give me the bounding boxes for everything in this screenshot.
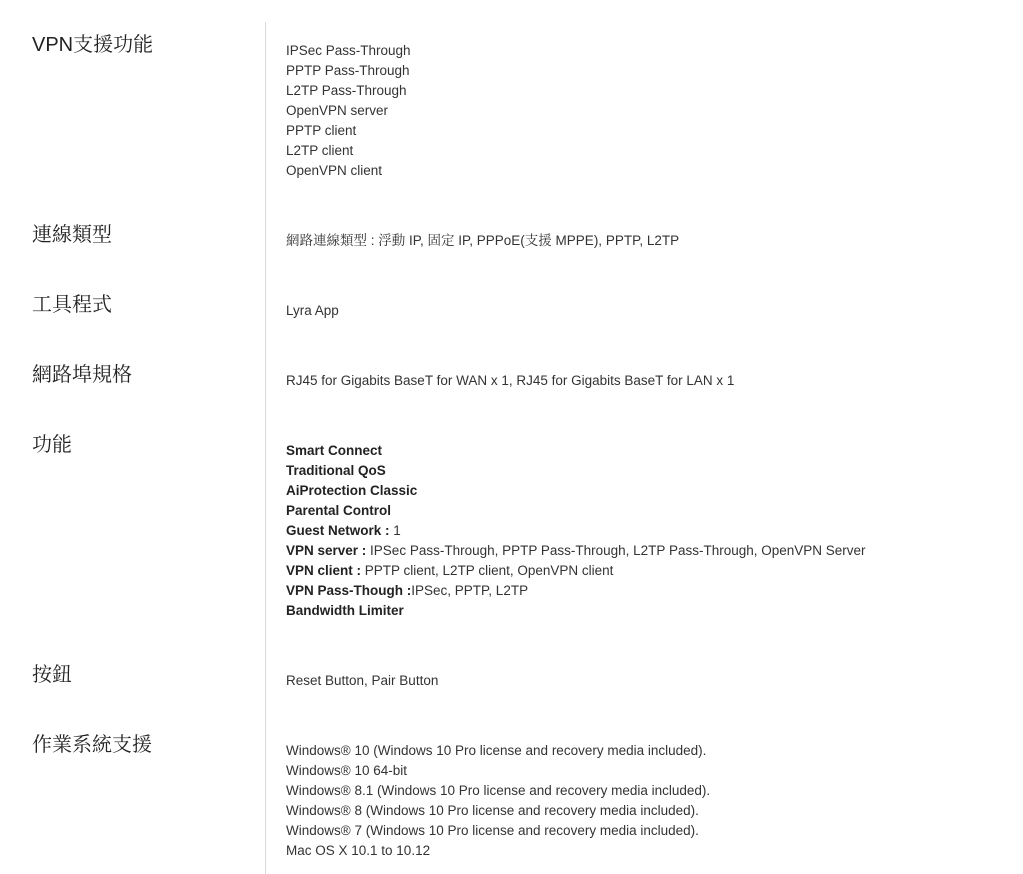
spec-value-key: Traditional QoS xyxy=(286,463,386,478)
spec-value-line xyxy=(286,581,866,601)
spec-value-key: VPN Pass-Though : xyxy=(286,583,412,598)
spec-value-line xyxy=(286,121,411,141)
spec-label: 網路埠規格 xyxy=(32,364,132,386)
spec-value-line xyxy=(286,461,866,481)
spec-value-text: Mac OS X 10.1 to 10.12 xyxy=(286,843,431,858)
spec-value-line xyxy=(286,161,411,181)
spec-value-text: IPSec, PPTP, L2TP xyxy=(411,583,529,598)
spec-value-line xyxy=(286,441,866,461)
spec-value xyxy=(286,231,679,251)
spec-label: VPN支援功能 xyxy=(32,34,154,56)
spec-value-key: AiProtection Classic xyxy=(286,483,418,498)
spec-value xyxy=(286,741,710,861)
spec-value-line xyxy=(286,821,710,841)
column-divider xyxy=(265,22,266,874)
spec-value-text: 1 xyxy=(393,523,401,538)
spec-value-text: 網路連線類型 : 浮動 IP, 固定 IP, PPPoE(支援 MPPE), PPTP, L2TP xyxy=(286,233,680,248)
spec-value-line xyxy=(286,301,339,321)
spec-value-text: L2TP Pass-Through xyxy=(286,83,407,98)
spec-value-line xyxy=(286,541,866,561)
spec-value-line xyxy=(286,761,710,781)
spec-value-text: RJ45 for Gigabits BaseT for WAN x 1, RJ45 for Gigabits BaseT for LAN x 1 xyxy=(286,373,735,388)
spec-label: 工具程式 xyxy=(32,294,112,316)
spec-value-text: L2TP client xyxy=(286,143,354,158)
spec-value-text: Windows® 8.1 (Windows 10 Pro license and recovery media included). xyxy=(286,783,711,798)
spec-value xyxy=(286,441,866,621)
spec-value-line xyxy=(286,141,411,161)
spec-value-text: IPSec Pass-Through xyxy=(286,43,411,58)
spec-value-line xyxy=(286,741,710,761)
spec-value-key: VPN server : xyxy=(286,543,371,558)
spec-value-line xyxy=(286,671,438,691)
spec-value-line xyxy=(286,101,411,121)
spec-value-text: Windows® 10 (Windows 10 Pro license and recovery media included). xyxy=(286,743,707,758)
spec-value-line xyxy=(286,371,734,391)
spec-value-line xyxy=(286,481,866,501)
spec-label: 按鈕 xyxy=(32,664,72,686)
spec-value-line xyxy=(286,601,866,621)
spec-value-text: IPSec Pass-Through, PPTP Pass-Through, L2TP Pass-Through, OpenVPN Server xyxy=(370,543,866,558)
spec-value-text: PPTP client, L2TP client, OpenVPN client xyxy=(364,563,614,578)
spec-value-line xyxy=(286,501,866,521)
spec-label: 連線類型 xyxy=(32,224,112,246)
spec-label: 作業系統支援 xyxy=(32,734,152,756)
spec-value-text: Windows® 8 (Windows 10 Pro license and recovery media included). xyxy=(286,803,699,818)
spec-value-key: Parental Control xyxy=(286,503,392,518)
spec-value xyxy=(286,671,438,691)
spec-value-line xyxy=(286,81,411,101)
spec-value-line xyxy=(286,61,411,81)
spec-value-key: Guest Network : xyxy=(286,523,394,538)
spec-value-line xyxy=(286,801,710,821)
spec-value-text: OpenVPN client xyxy=(286,163,383,178)
spec-value-text: PPTP client xyxy=(286,123,357,138)
spec-value-line xyxy=(286,231,679,251)
spec-value-key: Smart Connect xyxy=(286,443,383,458)
spec-value-text: OpenVPN server xyxy=(286,103,389,118)
spec-value-line xyxy=(286,841,710,861)
spec-value xyxy=(286,301,339,321)
spec-value-text: Reset Button, Pair Button xyxy=(286,673,439,688)
spec-value xyxy=(286,41,411,181)
spec-value-text: Windows® 7 (Windows 10 Pro license and recovery media included). xyxy=(286,823,699,838)
spec-value-line xyxy=(286,781,710,801)
spec-value-text: Lyra App xyxy=(286,303,339,318)
spec-value-line xyxy=(286,41,411,61)
spec-value-line xyxy=(286,561,866,581)
spec-value-text: PPTP Pass-Through xyxy=(286,63,410,78)
spec-value-line xyxy=(286,521,866,541)
spec-value-key: Bandwidth Limiter xyxy=(286,603,404,618)
spec-value-text: Windows® 10 64-bit xyxy=(286,763,407,778)
spec-label: 功能 xyxy=(32,434,72,456)
spec-value xyxy=(286,371,734,391)
spec-value-key: VPN client : xyxy=(286,563,365,578)
